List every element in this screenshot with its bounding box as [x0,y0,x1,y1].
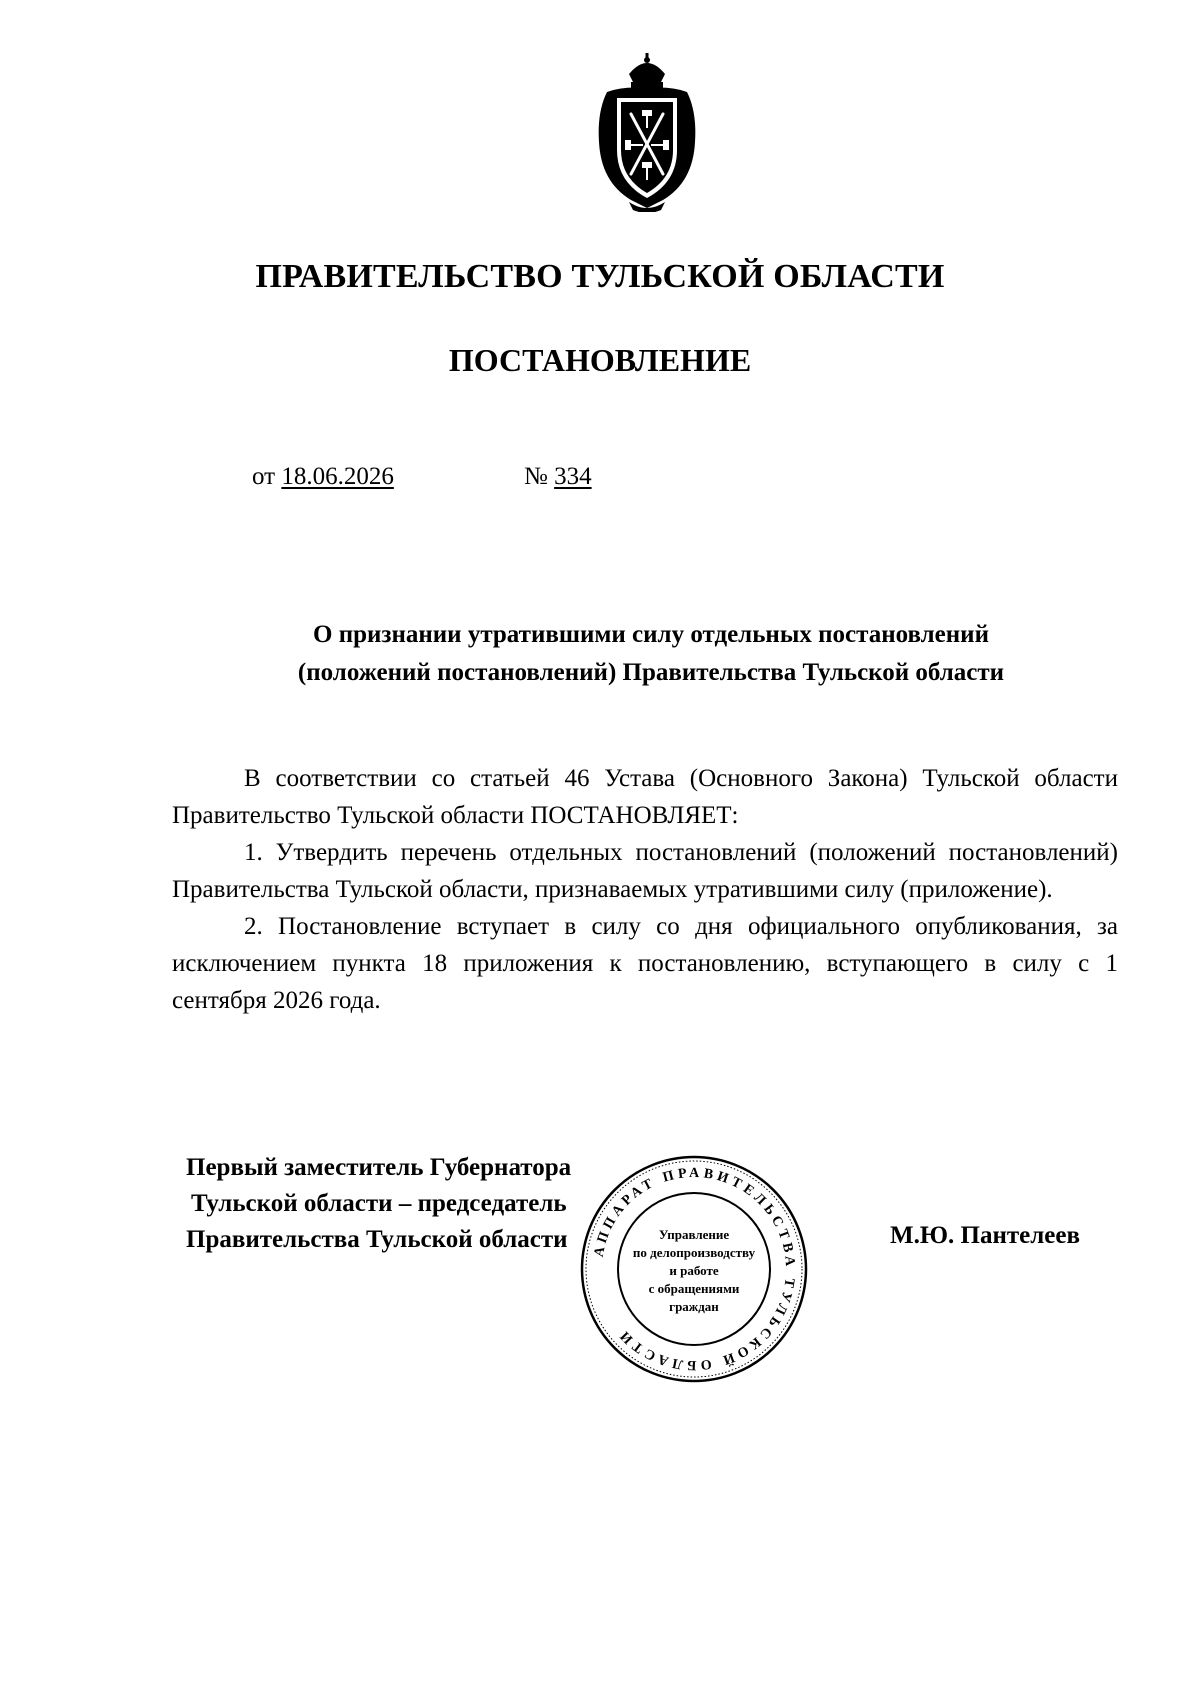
subject-line-1: О признании утратившими силу отдельных постановлений [313,621,989,648]
document-date [252,463,394,491]
document-number [524,463,592,491]
stamp-line-3: и работе [669,1263,719,1278]
stamp-line-2: по делопроизводству [632,1245,756,1260]
signatory-name: М.Ю. Пантелеев [890,1222,1080,1249]
stamp-line-1: Управление [658,1227,730,1242]
date-prefix: от [252,463,276,490]
signatory-title-line-3: Правительства Тульской области [186,1226,568,1253]
number-value: 334 [554,463,592,490]
document-subject [172,616,1130,692]
number-prefix: № [524,463,548,490]
signatory-title [186,1150,571,1258]
date-value: 18.06.2026 [281,463,394,490]
stamp-line-5: граждан [669,1299,719,1314]
stamp-line-4: с обращениями [648,1281,740,1296]
stamp-ring-text: АППАРАТ ПРАВИТЕЛЬСТВА ТУЛЬСКОЙ ОБЛАСТИ [591,1165,798,1373]
item-2-paragraph: 2. Постановление вступает в силу со дня официального опубликования, за исключением пункта 18 приложения к постановлению, вступающего в силу с 1 сентября 2026 года. [172,913,1118,1014]
signatory-title-line-1: Первый заместитель Губернатора [186,1154,572,1181]
preamble-paragraph: В соответствии со статьей 46 Устава (Основного Закона) Тульской области Правительство Тульской области ПОСТАНОВЛЯЕТ: [172,765,1118,829]
signatory-title-line-2: Тульской области – председатель [191,1190,567,1217]
document-type: ПОСТАНОВЛЕНИЕ [448,342,752,378]
subject-line-2: (положений постановлений) Правительства Тульской области [297,659,1005,686]
official-stamp-icon [578,1153,810,1385]
document-body [172,760,1118,1019]
coat-of-arms-icon [591,52,703,212]
item-1-paragraph: 1. Утвердить перечень отдельных постановлений (положений постановлений) Правительства Тульской области, признаваемых утратившими силу (приложение). [172,839,1118,903]
government-name: ПРАВИТЕЛЬСТВО ТУЛЬСКОЙ ОБЛАСТИ [255,258,945,295]
